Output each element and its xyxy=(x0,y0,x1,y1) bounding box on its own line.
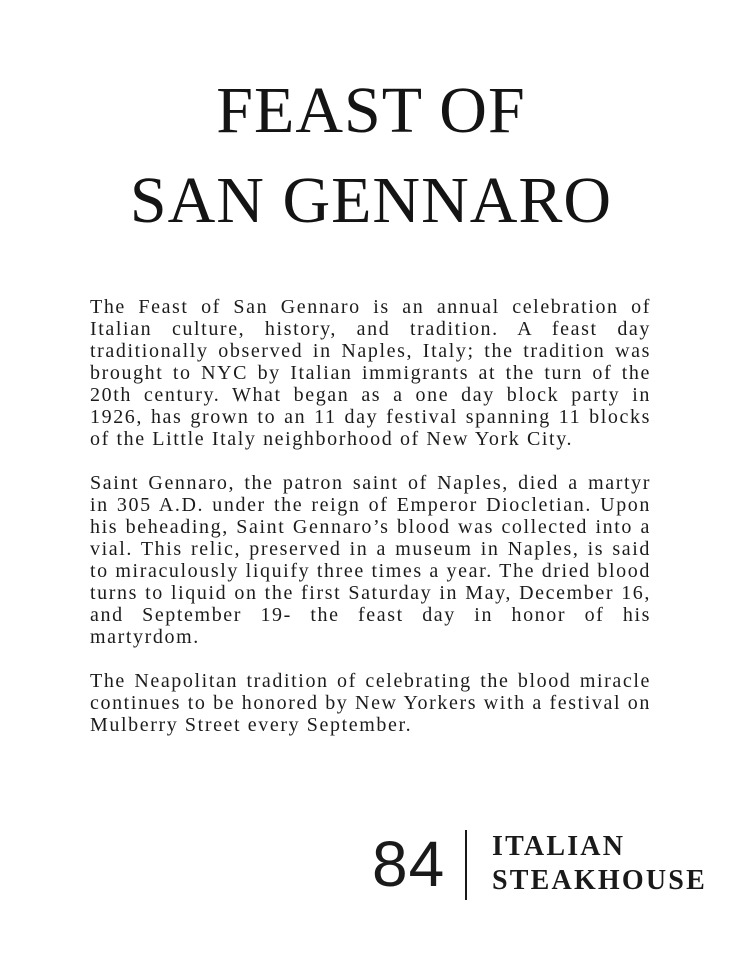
restaurant-logo xyxy=(372,826,712,902)
title-line-2: SAN GENNARO xyxy=(129,164,613,237)
paragraph-history: The Feast of San Gennaro is an annual celebration of Italian culture, history, and tradition. A feast day traditionally observed in Naples, Italy; the tradition was brought to NYC by Italian immigrants at the turn of the 20th century. What began as a one day block party in 1926, has grown to an 11 day festival spanning 11 blocks of the Little Italy neighborhood of New York City. xyxy=(90,296,651,450)
body-text xyxy=(90,296,651,758)
paragraph-saint: Saint Gennaro, the patron saint of Naples, died a martyr in 305 A.D. under the reign of Emperor Diocletian. Upon his beheading, Saint Gennaro’s blood was collected into a vial. This relic, preserved in a museum in Naples, is said to miraculously liquify three times a year. The dried blood turns to liquid on the first Saturday in May, December 16, and September 19- the feast day in honor of his martyrdom. xyxy=(90,472,651,648)
paragraph-tradition: The Neapolitan tradition of celebrating the blood miracle continues to be honored by New Yorkers with a festival on Mulberry Street every September. xyxy=(90,670,651,736)
page-title xyxy=(0,66,742,246)
logo-line-1: ITALIAN xyxy=(492,831,626,862)
title-line-1: FEAST OF xyxy=(216,74,526,147)
logo-line-2: STEAKHOUSE xyxy=(492,865,707,896)
logo-number: 84 xyxy=(372,828,446,900)
logo-divider xyxy=(465,830,467,900)
logo-wordmark xyxy=(492,830,707,898)
